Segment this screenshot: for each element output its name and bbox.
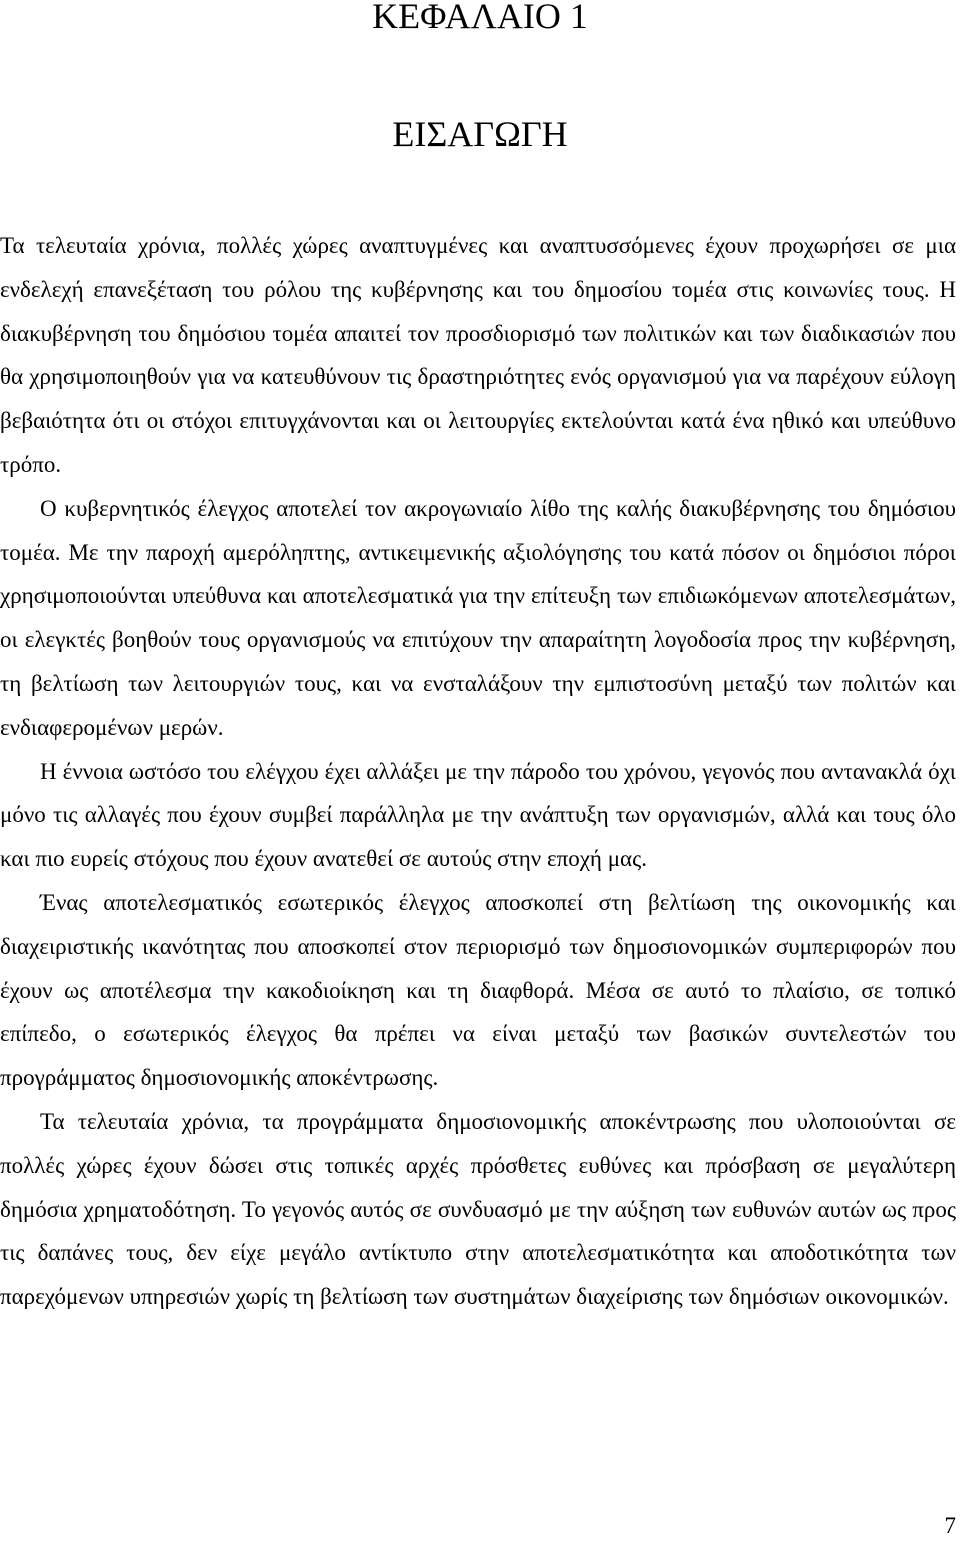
page-number: 7	[944, 1513, 956, 1538]
section-title: ΕΙΣΑΓΩΓΗ	[392, 114, 568, 154]
paragraph-decentralization: Τα τελευταία χρόνια, τα προγράμματα δημοσιονομικής αποκέντρωσης που υλοποιούνται σε πολλές χώρες έχουν δώσει στις τοπικές αρχές πρόσθετες ευθύνες και πρόσβαση σε μεγαλύτερη δημόσια χρηματοδότηση. Το γεγονός αυτός σε συνδυασμό με την αύξηση των ευθυνών αυτών ως προς τις δαπάνες τους, δεν είχε μεγάλο αντίκτυπο στην αποτελεσματικότητα και αποδοτικότητα των παρεχόμενων υπηρεσιών χωρίς τη βελτίωση των συστημάτων διαχείρισης των δημόσιων οικονομικών.	[0, 1108, 956, 1310]
paragraph-intro: Τα τελευταία χρόνια, πολλές χώρες αναπτυγμένες και αναπτυσσόμενες έχουν προχωρήσει σε μια ενδελεχή επανεξέταση του ρόλου της κυβέρνησης και του δημοσίου τομέα στις κοινωνίες τους. Η διακυβέρνηση του δημόσιου τομέα απαιτεί τον προσδιορισμό των πολιτικών και των διαδικασιών που θα χρησιμοποιηθούν για να κατευθύνουν τις δραστηριότητες ενός οργανισμού για να παρέχουν εύλογη βεβαιότητα ότι οι στόχοι επιτυγχάνονται και οι λειτουργίες εκτελούνται κατά ένα ηθικό και υπεύθυνο τρόπο.	[0, 233, 956, 477]
paragraph-government-audit: Ο κυβερνητικός έλεγχος αποτελεί τον ακρογωνιαίο λίθο της καλής διακυβέρνησης του δημόσιου τομέα. Με την παροχή αμερόληπτης, αντικειμενικής αξιολόγησης του κατά πόσον οι δημόσιοι πόροι χρησιμοποιούνται υπεύθυνα και αποτελεσματικά για την επίτευξη των επιδιωκόμενων αποτελεσμάτων, οι ελεγκτές βοηθούν τους οργανισμούς να επιτύχουν την απαραίτητη λογοδοσία προς την κυβέρνηση, τη βελτίωση των λειτουργιών τους, και να ενσταλάξουν την εμπιστοσύνη μεταξύ των πολιτών και ενδιαφερομένων μερών.	[0, 495, 956, 740]
paragraph-audit-concept: Η έννοια ωστόσο του ελέγχου έχει αλλάξει με την πάροδο του χρόνου, γεγονός που αντανακλά όχι μόνο τις αλλαγές που έχουν συμβεί παράλληλα με την ανάπτυξη των οργανισμών, αλλά και τους όλο και πιο ευρείς στόχους που έχουν ανατεθεί σε αυτούς στην εποχή μας.	[0, 758, 956, 872]
body-text	[0, 224, 956, 1319]
paragraph-internal-audit: Ένας αποτελεσματικός εσωτερικός έλεγχος αποσκοπεί στη βελτίωση της οικονομικής και διαχειριστικής ικανότητας που αποσκοπεί στον περιορισμό των δημοσιονομικών συμπεριφορών που έχουν ως αποτέλεσμα την κακοδιοίκηση και τη διαφθορά. Μέσα σε αυτό το πλαίσιο, σε τοπικό επίπεδο, ο εσωτερικός έλεγχος θα πρέπει να είναι μεταξύ των βασικών συντελεστών του προγράμματος δημοσιονομικής αποκέντρωσης.	[0, 889, 956, 1091]
chapter-title: ΚΕΦΑΛΑΙΟ 1	[372, 0, 588, 36]
